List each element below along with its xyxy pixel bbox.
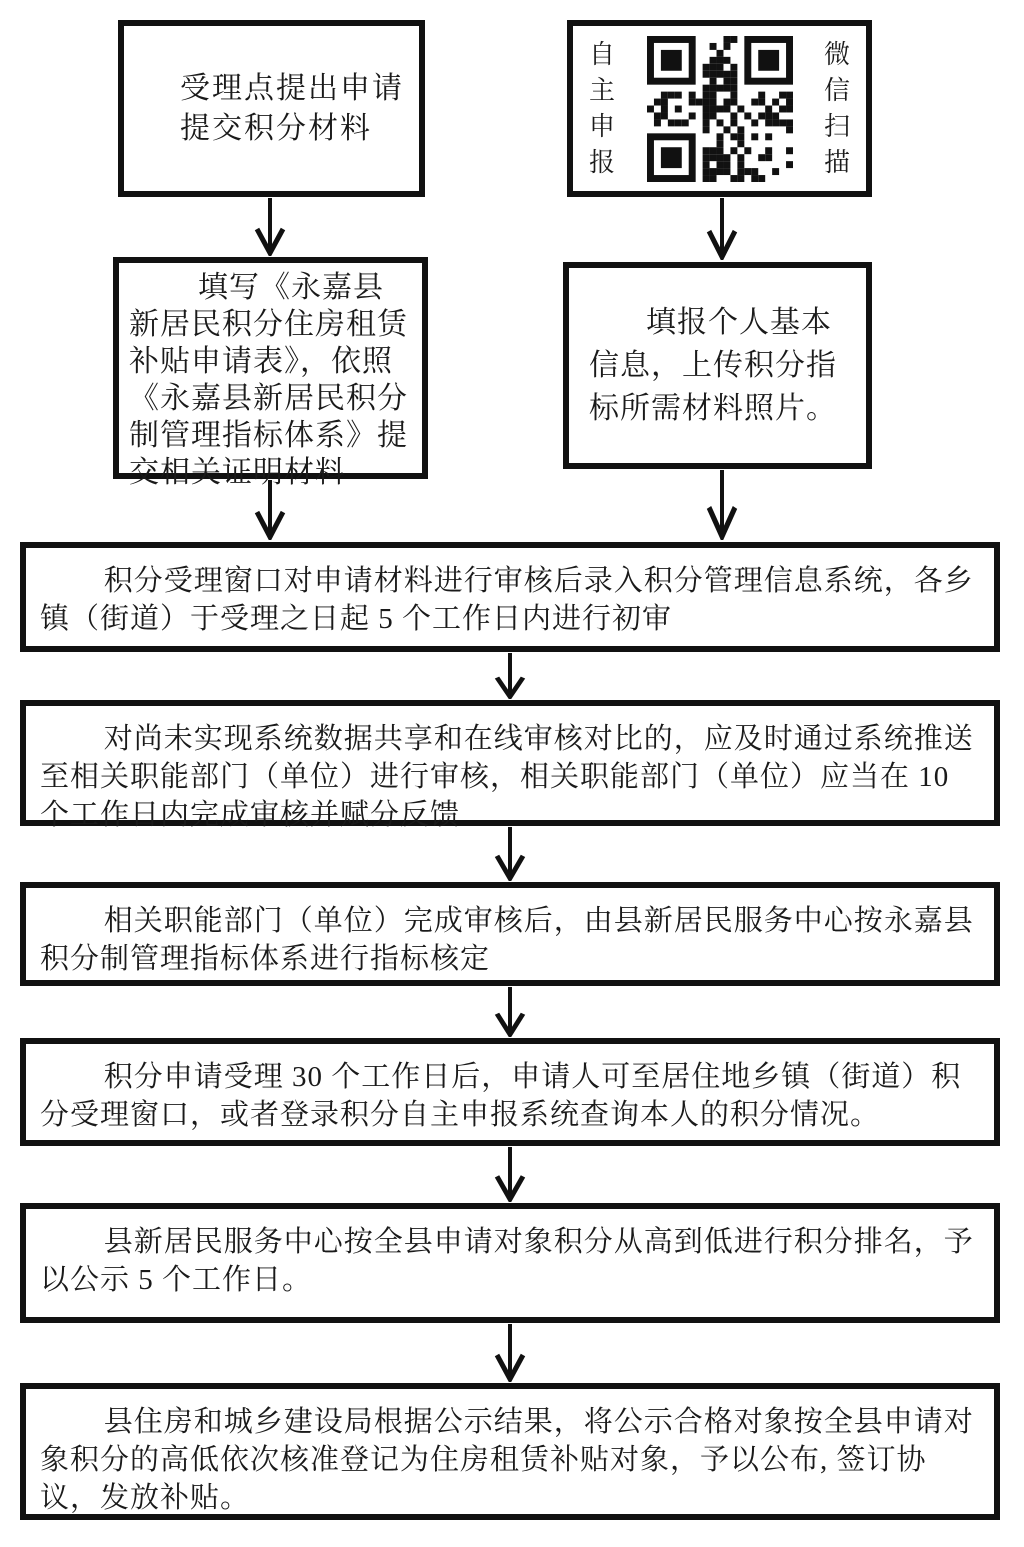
flow-box-fill-form-online <box>563 262 872 469</box>
arrow-down-icon <box>250 198 290 256</box>
apply-offline-line1: 受理点提出申请 <box>180 71 404 105</box>
flow-box-apply-online <box>567 20 872 197</box>
arrow-down-icon <box>702 198 742 260</box>
arrow-down-icon <box>702 470 742 540</box>
step-text: 积分受理窗口对申请材料进行审核后录入积分管理信息系统，各乡镇（街道）于受理之日起 5 个工作日内进行初审 <box>40 565 974 635</box>
qr-left-label: 自主申报 <box>588 39 615 177</box>
flow-box-ranking-publicity <box>20 1203 1000 1323</box>
flow-box-department-review <box>20 700 1000 831</box>
fill-online-text: 填报个人基本信息，上传积分指标所需材料照片。 <box>589 306 837 425</box>
flow-box-indicator-verification <box>20 882 1000 986</box>
arrow-down-icon <box>490 1147 530 1202</box>
flow-box-apply-offline <box>118 20 425 197</box>
step-text: 县住房和城乡建设局根据公示结果，将公示合格对象按全县申请对象积分的高低依次核准登记为住房租赁补贴对象，予以公布, 签订协议，发放补贴。 <box>40 1406 974 1514</box>
step-text: 相关职能部门（单位）完成审核后，由县新居民服务中心按永嘉县积分制管理指标体系进行指标核定 <box>40 905 974 975</box>
fill-offline-text: 填写《永嘉县新居民积分住房租赁补贴申请表》，依照《永嘉县新居民积分制管理指标体系》提交相关证明材料 <box>129 271 408 489</box>
flow-box-fill-form-offline <box>113 257 428 489</box>
arrow-down-icon <box>490 987 530 1037</box>
arrow-down-icon <box>490 653 530 699</box>
flow-box-subsidy-grant <box>20 1383 1000 1520</box>
step-text: 对尚未实现系统数据共享和在线审核对比的，应及时通过系统推送至相关职能部门（单位）进行审核，相关职能部门（单位）应当在 10 个工作日内完成审核并赋分反馈 <box>40 723 974 831</box>
step-text: 积分申请受理 30 个工作日后，申请人可至居住地乡镇（街道）积分受理窗口，或者登录积分自主申报系统查询本人的积分情况。 <box>40 1061 962 1131</box>
step-text: 县新居民服务中心按全县申请对象积分从高到低进行积分排名，予以公示 5 个工作日。 <box>40 1226 974 1296</box>
flow-box-score-inquiry <box>20 1038 1000 1146</box>
flow-box-initial-review <box>20 542 1000 652</box>
arrow-down-icon <box>490 1324 530 1382</box>
qr-code-icon <box>647 36 793 182</box>
apply-offline-line2: 提交积分材料 <box>180 111 372 145</box>
qr-right-label: 微信扫描 <box>823 39 850 177</box>
arrow-down-icon <box>490 827 530 881</box>
arrow-down-icon <box>250 480 290 540</box>
